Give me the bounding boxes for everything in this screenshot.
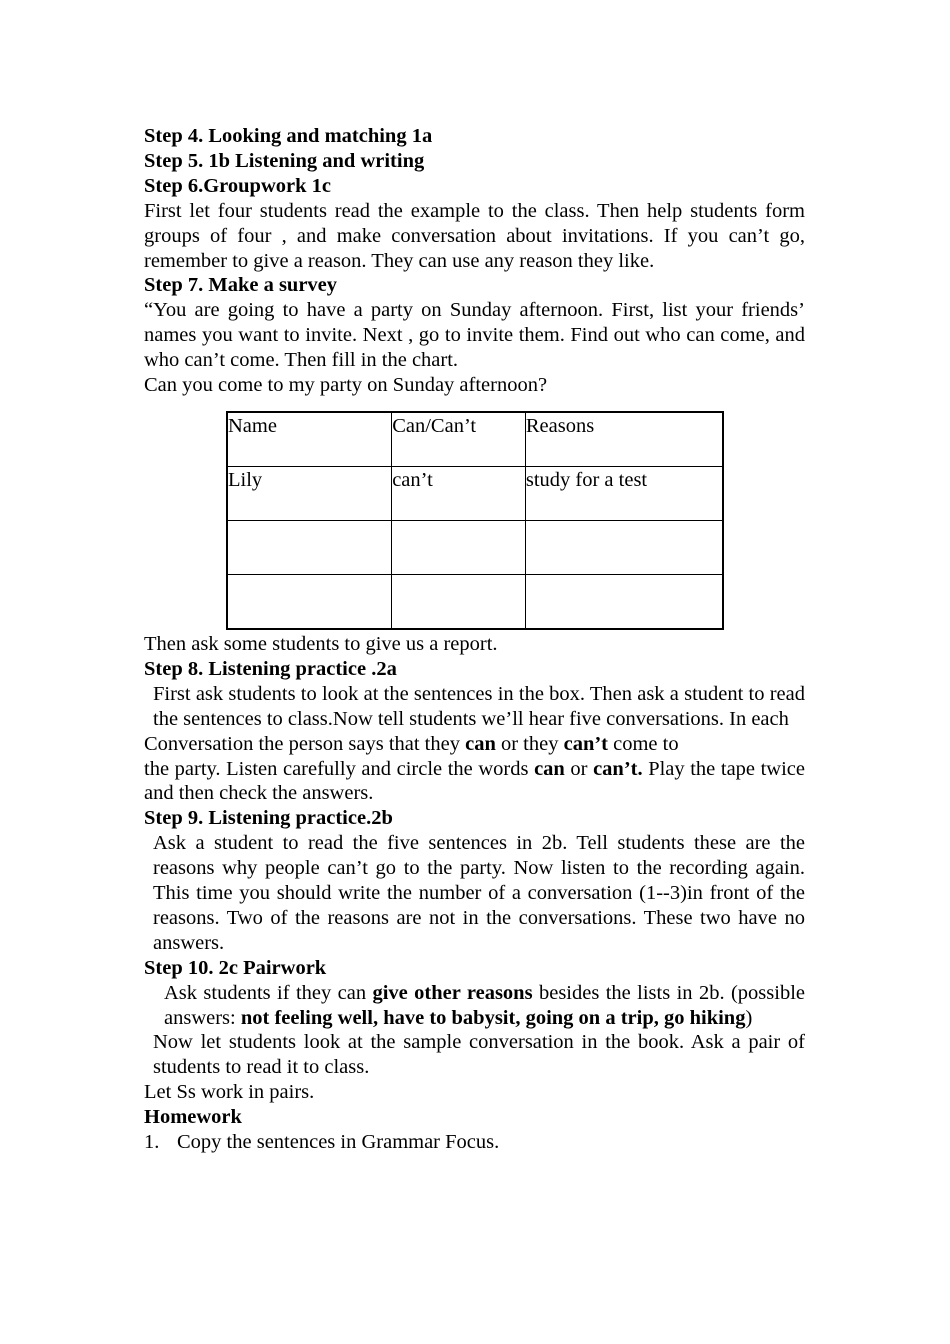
table-row [227, 520, 723, 574]
step7-paragraph: “You are going to have a party on Sunday afternoon. First, list your friends’ names you want to invite. Next , go to invite them. Find out who can come, and who can’t come. Then fill in the chart. [144, 299, 805, 372]
homework-heading: Homework [144, 1106, 242, 1129]
header-can-cant: Can/Can’t [392, 412, 526, 467]
step4-heading: Step 4. Looking and matching 1a [144, 125, 433, 147]
report-instruction: Then ask some students to give us a report. [144, 632, 498, 655]
table-cell [227, 574, 392, 629]
step10-paragraph-3: Let Ss work in pairs. [144, 1081, 315, 1104]
step8-heading: Step 8. Listening practice .2a [144, 657, 397, 680]
table-cell: can’t [392, 466, 526, 520]
table-cell [392, 520, 526, 574]
step8-line-2: Conversation the person says that they can or they can’t come to [144, 732, 679, 755]
step6-paragraph: First let four students read the example to the class. Then help students form groups of four , and make conversation about invitations. If you can’t go, remember to give a reason. They can use any reason they like. [144, 199, 805, 272]
step10-paragraph-2: Now let students look at the sample conversation in the book. Ask a pair of students to read it to class. [153, 1031, 805, 1079]
table-row [227, 574, 723, 629]
step8-line-3: the party. Listen carefully and circle the words can or can’t. Play the tape twice and then check the answers. [144, 757, 806, 805]
lesson-plan-page [144, 124, 805, 1155]
step8-paragraph: First ask students to look at the sentences in the box. Then ask a student to read the sentences to class.Now tell students we’ll hear five conversations. In each [153, 682, 805, 730]
step9-heading: Step 9. Listening practice.2b [144, 807, 393, 830]
header-reasons: Reasons [525, 412, 723, 467]
survey-table [226, 411, 724, 630]
survey-question: Can you come to my party on Sunday afternoon? [144, 374, 548, 397]
table-cell [392, 574, 526, 629]
homework-item: 1. Copy the sentences in Grammar Focus. [144, 1131, 500, 1154]
table-header-row [227, 412, 723, 467]
step9-paragraph: Ask a student to read the five sentences in 2b. Tell students these are the reasons why people can’t go to the party. Now listen to the recording again. This time you should write the number of a conversation (1--3)in front of the reasons. Two of the reasons are not in the conversations. These two have no answers. [153, 832, 805, 954]
table-cell: study for a test [525, 466, 723, 520]
header-name: Name [227, 412, 392, 467]
list-number: 1. [144, 1131, 160, 1154]
table-cell [525, 520, 723, 574]
step6-heading: Step 6.Groupwork 1c [144, 174, 331, 197]
step10-paragraph: Ask students if they can give other reasons besides the lists in 2b. (possible answers: not feeling well, have to babysit, going on a trip, go hiking) [164, 981, 805, 1029]
step5-heading: Step 5. 1b Listening and writing [144, 149, 425, 172]
step7-heading: Step 7. Make a survey [144, 274, 338, 297]
table-cell: Lily [227, 466, 392, 520]
table-row [227, 466, 723, 520]
step10-heading: Step 10. 2c Pairwork [144, 956, 327, 979]
table-cell [227, 520, 392, 574]
table-cell [525, 574, 723, 629]
